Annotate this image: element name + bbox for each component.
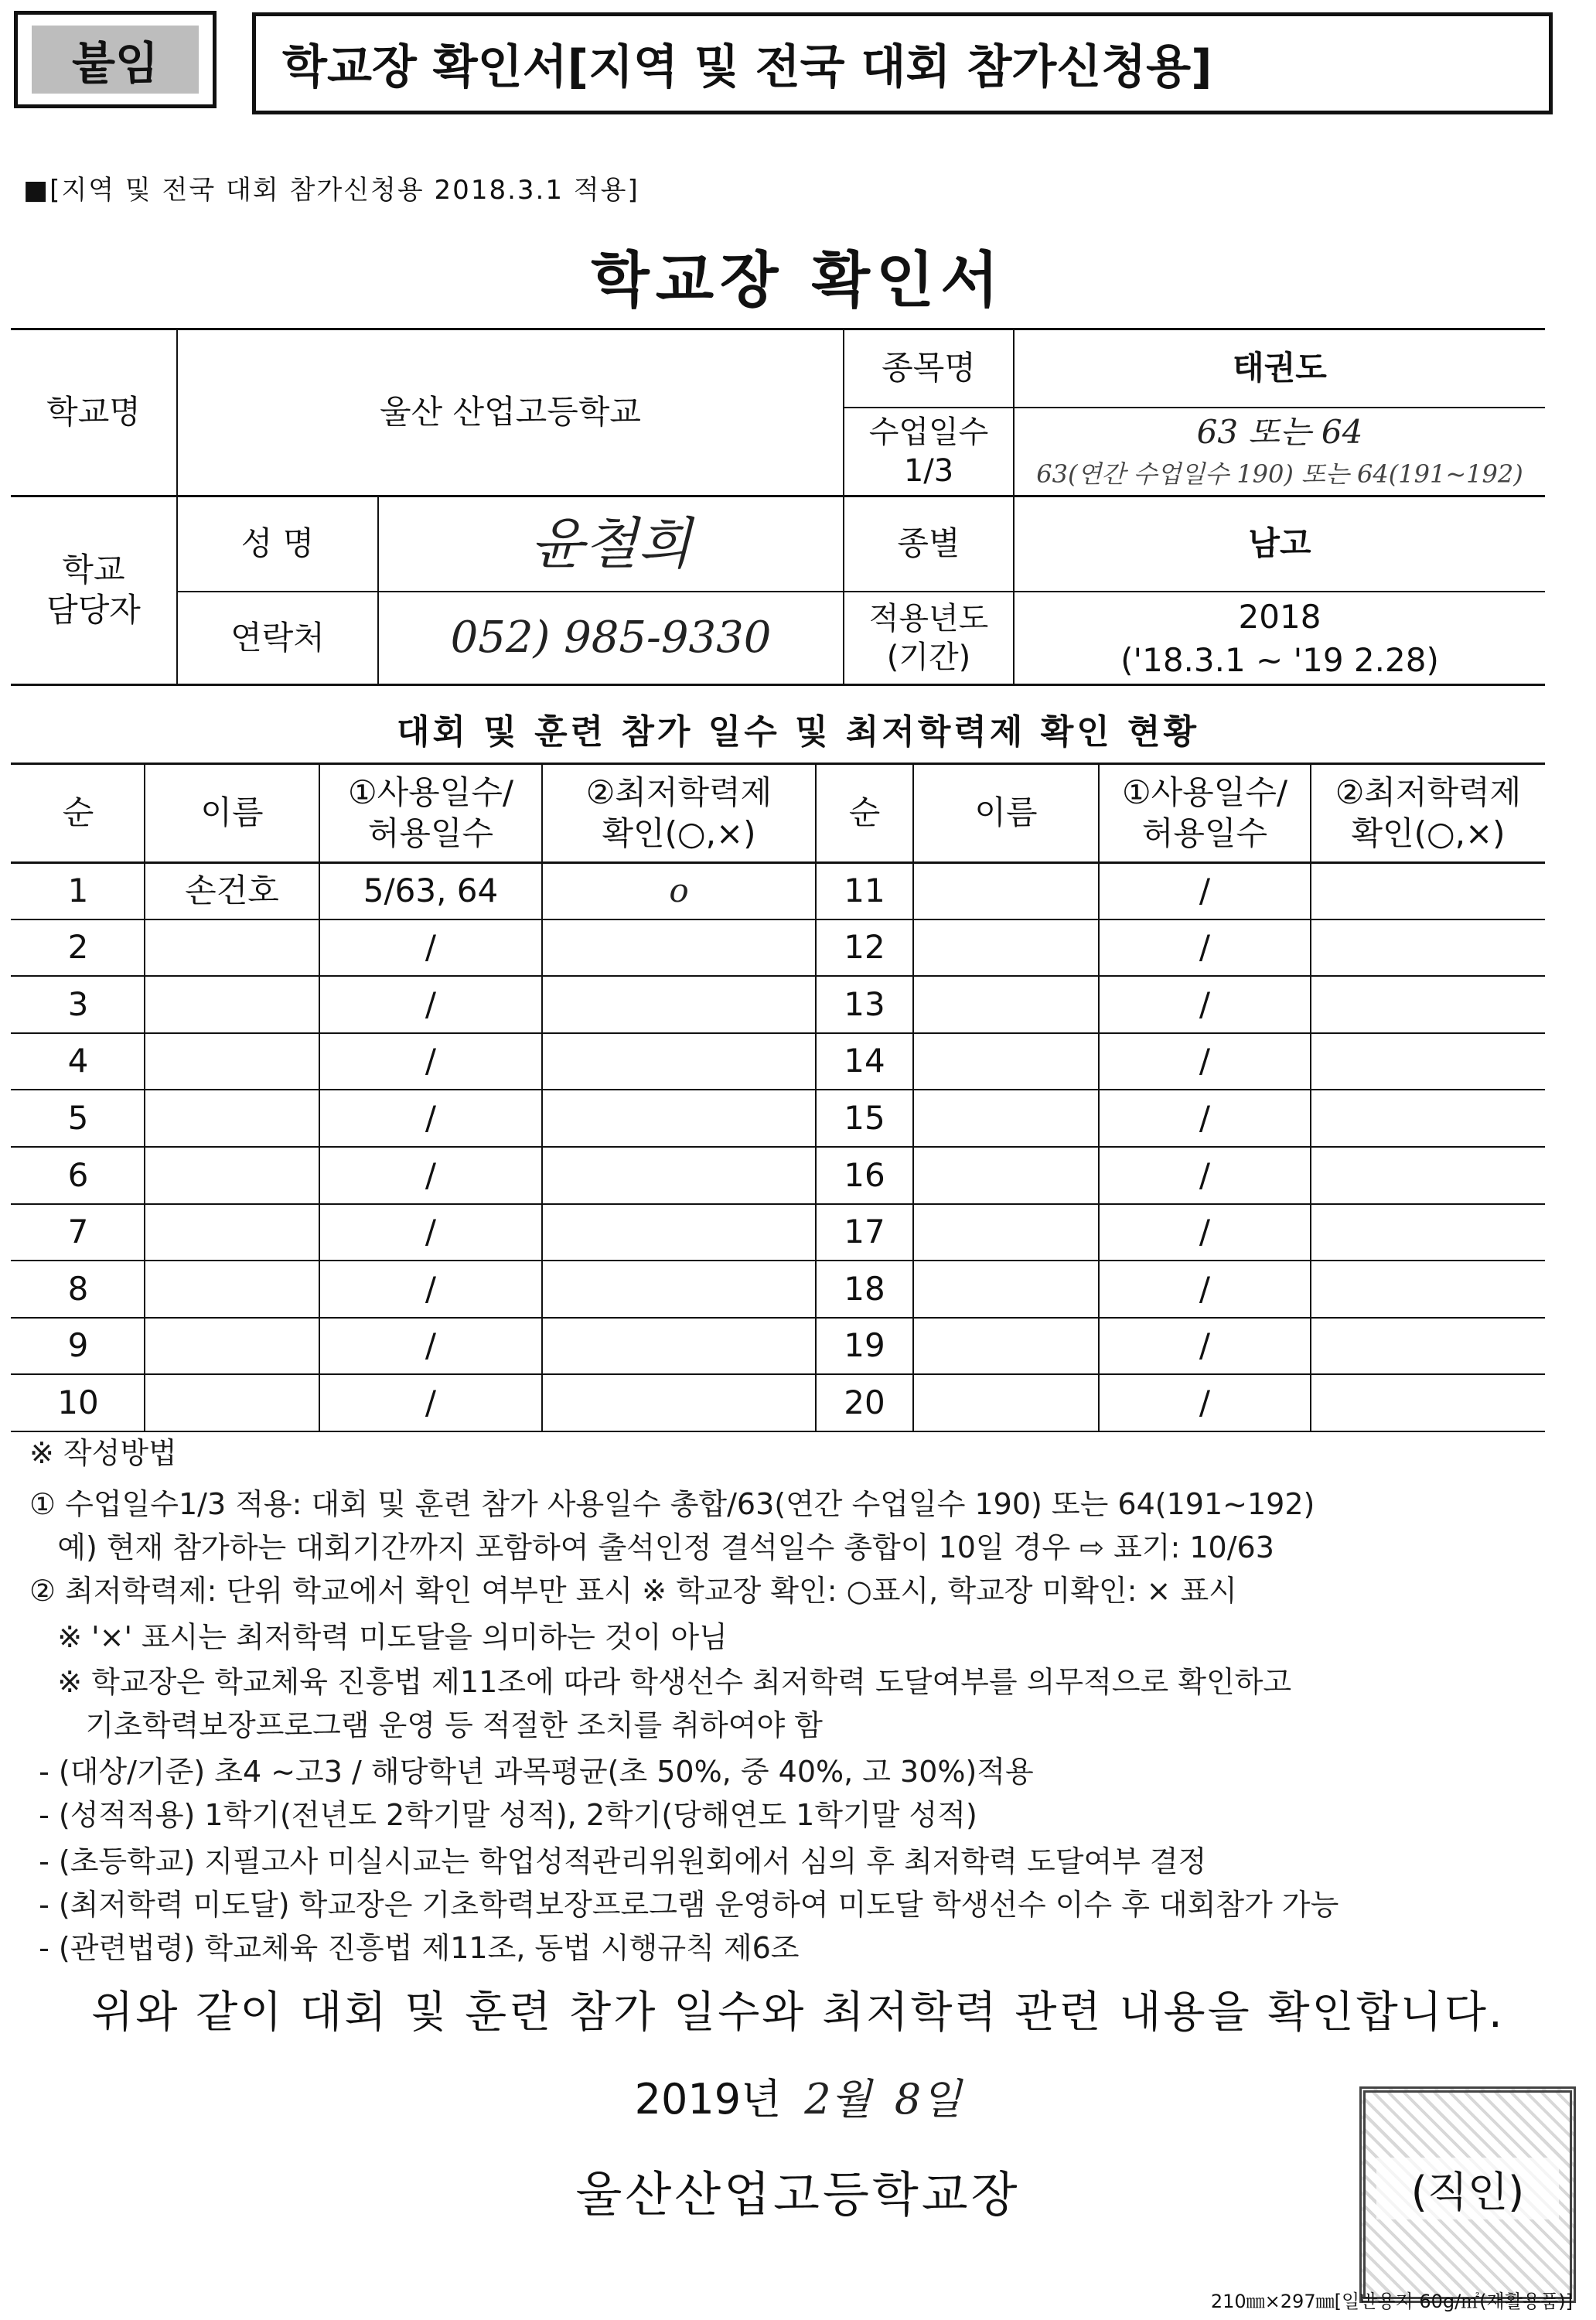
year-label: 적용년도 (기간) xyxy=(868,601,989,675)
form-applicability-note: ■[지역 및 전국 대회 참가신청용 2018.3.1 적용] xyxy=(23,175,639,206)
date-day-handwritten: 8일 xyxy=(894,2075,962,2124)
row-days: / xyxy=(425,1383,437,1421)
row-name xyxy=(914,1090,1098,1146)
contact-label: 연락처 xyxy=(230,618,325,657)
row-no: 19 xyxy=(844,1326,885,1365)
row-name xyxy=(145,1090,319,1146)
days-note: 63(연간 수업일수 190) 또는 64(191~192) xyxy=(1036,459,1523,489)
row-no: 11 xyxy=(844,871,885,909)
table-row-rule xyxy=(11,1431,1545,1432)
row-no: 16 xyxy=(844,1155,885,1194)
row-no: 10 xyxy=(57,1383,99,1421)
row-check xyxy=(1311,977,1545,1032)
name-label: 성 명 xyxy=(240,524,315,562)
row-days: / xyxy=(1199,1042,1211,1080)
row-days: / xyxy=(1199,984,1211,1023)
row-name xyxy=(914,1205,1098,1261)
row-check xyxy=(543,1319,815,1374)
row-days: / xyxy=(1199,1326,1211,1365)
row-check xyxy=(543,1148,815,1203)
row-days: / xyxy=(1199,1098,1211,1137)
row-check xyxy=(1311,1319,1545,1374)
row-check xyxy=(1311,1205,1545,1261)
row-check xyxy=(543,1205,815,1261)
row-name xyxy=(914,920,1098,976)
note-line: ① 수업일수1/3 적용: 대회 및 훈련 참가 사용일수 총합/63(연간 수업일수 190) 또는 64(191~192) xyxy=(29,1487,1315,1521)
row-days: / xyxy=(425,1042,437,1080)
row-name xyxy=(914,1319,1098,1374)
confirmation-statement: 위와 같이 대회 및 훈련 참가 일수와 최저학력 관련 내용을 확인합니다. xyxy=(91,1987,1505,2038)
row-days: 5/63, 64 xyxy=(363,871,499,909)
row-check xyxy=(543,920,815,976)
row-days: / xyxy=(1199,928,1211,967)
row-check xyxy=(1311,1148,1545,1203)
row-check xyxy=(1311,1261,1545,1317)
row-no: 15 xyxy=(844,1098,885,1137)
date-year: 2019년 xyxy=(634,2075,782,2124)
row-no: 2 xyxy=(67,928,89,967)
row-name xyxy=(914,1261,1098,1317)
manager-name-handwritten: 윤철희 xyxy=(530,511,692,576)
row-name xyxy=(914,863,1098,919)
row-name xyxy=(145,977,319,1032)
row-days: / xyxy=(1199,1155,1211,1194)
row-no: 20 xyxy=(844,1383,885,1421)
row-name xyxy=(145,1148,319,1203)
note-line: - (대상/기준) 초4 ~고3 / 해당학년 과목평균(초 50%, 중 40%, 고 30%)적용 xyxy=(29,1755,1034,1789)
row-days: / xyxy=(425,1269,437,1308)
notes-heading: ※ 작성방법 xyxy=(29,1436,177,1470)
row-days: / xyxy=(1199,1269,1211,1308)
date-month-handwritten: 2월 xyxy=(804,2075,871,2124)
row-check xyxy=(1311,863,1545,919)
row-no: 14 xyxy=(844,1042,885,1080)
row-no: 18 xyxy=(844,1269,885,1308)
manager-label: 학교 담당자 xyxy=(46,550,141,629)
note-line: ※ '×' 표시는 최저학력 미도달을 의미하는 것이 아님 xyxy=(29,1620,728,1654)
row-name xyxy=(914,977,1098,1032)
school-name-value: 울산 산업고등학교 xyxy=(380,392,641,431)
note-line: 기초학력보장프로그램 운영 등 적절한 조치를 취하여야 함 xyxy=(29,1708,823,1742)
header-check-2: ②최저학력제 확인(○,×) xyxy=(1335,773,1522,852)
row-no: 12 xyxy=(844,928,885,967)
gender-label: 종별 xyxy=(897,524,960,562)
header-check: ②최저학력제 확인(○,×) xyxy=(585,773,772,852)
event-label: 종목명 xyxy=(882,348,976,387)
row-name xyxy=(914,1375,1098,1431)
row-check xyxy=(543,977,815,1032)
row-name: 손건호 xyxy=(185,871,279,909)
principal-title: 울산산업고등학교장 xyxy=(575,2166,1021,2223)
row-check xyxy=(1311,920,1545,976)
row-days: / xyxy=(425,984,437,1023)
gender-value: 남고 xyxy=(1248,524,1311,562)
row-check xyxy=(543,1261,815,1317)
row-no: 4 xyxy=(67,1042,89,1080)
signing-date xyxy=(0,2066,1596,2126)
row-no: 1 xyxy=(67,871,89,909)
note-line: - (관련법령) 학교체육 진흥법 제11조, 동법 시행규칙 제6조 xyxy=(29,1931,800,1965)
row-check xyxy=(1311,1090,1545,1146)
row-no: 6 xyxy=(67,1155,89,1194)
attachment-badge xyxy=(14,11,217,108)
row-check xyxy=(543,1375,815,1431)
row-days: / xyxy=(1199,1213,1211,1251)
row-days: / xyxy=(425,1326,437,1365)
row-no: 17 xyxy=(844,1213,885,1251)
paper-spec: 210㎜×297㎜[일반용지 60g/㎡(재활용품)] xyxy=(1210,2291,1573,2312)
row-name xyxy=(145,1319,319,1374)
attachment-badge-label: 붙임 xyxy=(32,26,199,94)
row-name xyxy=(145,920,319,976)
days-value: 63 또는 64 xyxy=(1196,412,1363,451)
header-days: ①사용일수/ 허용일수 xyxy=(347,773,514,852)
note-line: ② 최저학력제: 단위 학교에서 확인 여부만 표시 ※ 학교장 확인: ○표시, 학교장 미확인: × 표시 xyxy=(29,1574,1237,1608)
row-check xyxy=(543,1034,815,1090)
contact-value-handwritten: 052) 985-9330 xyxy=(450,612,772,663)
row-name xyxy=(145,1205,319,1261)
row-no: 13 xyxy=(844,984,885,1023)
row-name xyxy=(145,1261,319,1317)
header-no: 순 xyxy=(62,793,94,832)
row-days: / xyxy=(425,928,437,967)
event-value: 태권도 xyxy=(1233,348,1327,387)
note-line: - (성적적용) 1학기(전년도 2학기말 성적), 2학기(당해연도 1학기말 성적) xyxy=(29,1798,977,1832)
row-check xyxy=(1311,1375,1545,1431)
form-banner-title: 학교장 확인서[지역 및 전국 대회 참가신청용] xyxy=(252,12,1553,114)
row-name xyxy=(145,1375,319,1431)
year-value: 2018 xyxy=(1238,597,1321,636)
row-name xyxy=(914,1148,1098,1203)
note-line: - (초등학교) 지필고사 미실시교는 학업성적관리위원회에서 심의 후 최저학력 도달여부 결정 xyxy=(29,1844,1207,1878)
row-no: 9 xyxy=(67,1326,89,1365)
row-check xyxy=(1311,1034,1545,1090)
note-line: 예) 현재 참가하는 대회기간까지 포함하여 출석인정 결석일수 총합이 10일 경우 ⇨ 표기: 10/63 xyxy=(29,1530,1274,1564)
row-days: / xyxy=(425,1098,437,1137)
days-label: 수업일수 1/3 xyxy=(868,415,989,489)
row-days: / xyxy=(1199,1383,1211,1421)
document-title: 학교장 확인서 xyxy=(591,246,1005,316)
seal-label: (직인) xyxy=(1376,2158,1559,2219)
section-title: 대회 및 훈련 참가 일수 및 최저학력제 확인 현황 xyxy=(396,712,1200,752)
note-line: - (최저학력 미도달) 학교장은 기초학력보장프로그램 운영하여 미도달 학생선수 이수 후 대회참가 가능 xyxy=(29,1888,1339,1922)
school-name-label: 학교명 xyxy=(46,392,141,431)
row-days: / xyxy=(425,1213,437,1251)
row-check: o xyxy=(669,871,689,909)
row-name xyxy=(145,1034,319,1090)
row-no: 3 xyxy=(67,984,89,1023)
header-name-2: 이름 xyxy=(974,793,1038,832)
header-name: 이름 xyxy=(200,793,264,832)
row-name xyxy=(914,1034,1098,1090)
row-check xyxy=(543,1090,815,1146)
row-days: / xyxy=(1199,871,1211,909)
year-period: ('18.3.1 ~ '19 2.28) xyxy=(1120,640,1439,679)
note-line: ※ 학교장은 학교체육 진흥법 제11조에 따라 학생선수 최저학력 도달여부를 의무적으로 확인하고 xyxy=(29,1665,1292,1699)
row-days: / xyxy=(425,1155,437,1194)
row-no: 5 xyxy=(67,1098,89,1137)
header-days-2: ①사용일수/ 허용일수 xyxy=(1121,773,1288,852)
row-no: 8 xyxy=(67,1269,89,1308)
header-no-2: 순 xyxy=(848,793,881,832)
row-no: 7 xyxy=(67,1213,89,1251)
